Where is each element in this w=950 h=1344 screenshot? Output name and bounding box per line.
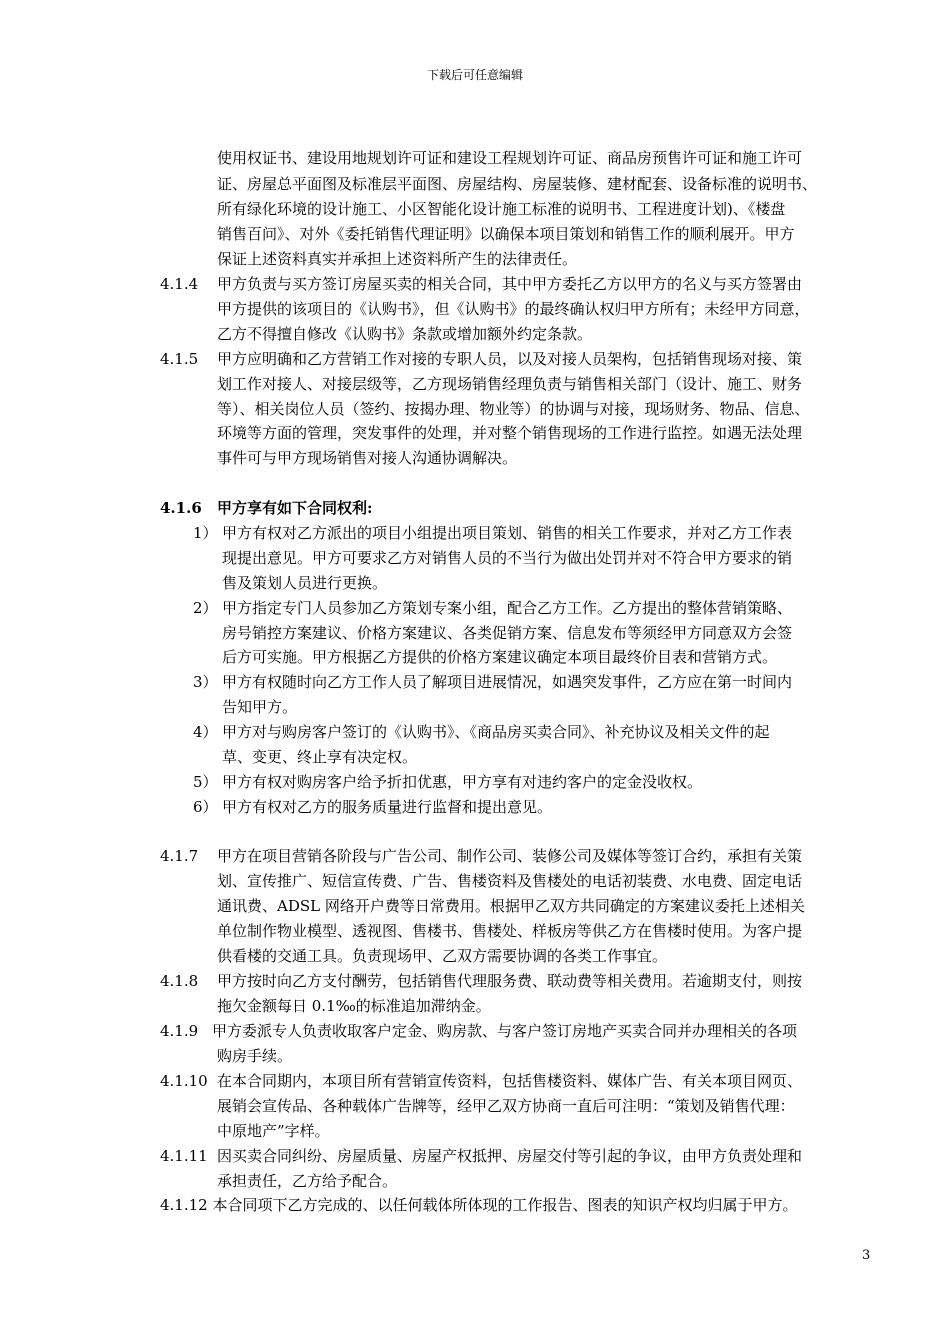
text-line: 单位制作物业模型、透视图、售楼书、售楼处、样板房等供乙方在售楼时使用。为客户提: [217, 922, 803, 940]
text-line: 销售百问》、对外《委托销售代理证明》以确保本项目策划和销售工作的顺利展开。甲方: [217, 225, 795, 243]
text-line: 所有绿化环境的设计施工、小区智能化设计施工标准的说明书、工程进度计划)、《楼盘: [217, 200, 786, 218]
clause-number: 4.1.11: [160, 1147, 208, 1165]
text-line: 展销会宣传品、各种载体广告牌等，经甲乙双方协商一直后可注明：“策划及销售代理：: [217, 1097, 795, 1115]
clause-number: 4.1.7: [160, 847, 199, 865]
clause-number: 4.1.9: [160, 1022, 199, 1040]
text-line: 现提出意见。甲方可要求乙方对销售人员的不当行为做出处罚并对不符合甲方要求的销: [222, 549, 793, 567]
text-line: 4.1.12 本合同项下乙方完成的、以任何载体所体现的工作报告、图表的知识产权均归属于甲方。: [160, 1196, 798, 1214]
text-line: 甲方负责与买方签订房屋买卖的相关合同，其中甲方委托乙方以甲方的名义与买方签署由: [217, 275, 803, 293]
list-item-number: 1）: [193, 524, 218, 542]
text-line: 甲方指定专门人员参加乙方策划专案小组，配合乙方工作。乙方提出的整体营销策略、: [222, 599, 793, 617]
text-line: 等）、相关岗位人员（签约、按揭办理、物业等）的协调与对接，现场财务、物品、信息、: [217, 400, 810, 418]
text-line: 甲方有权对乙方派出的项目小组提出项目策划、销售的相关工作要求，并对乙方工作表: [222, 524, 793, 542]
clause-number: 4.1.4: [160, 275, 199, 293]
text-line: 通讯费、ADSL 网络开户费等日常费用。根据甲乙双方共同确定的方案建议委托上述相关: [217, 897, 805, 915]
text-line: 甲方在项目营销各阶段与广告公司、制作公司、装修公司及媒体等签订合约，承担有关策: [217, 847, 803, 865]
clause-number: 4.1.8: [160, 972, 199, 990]
text-line: 划、宣传推广、短信宣传费、广告、售楼资料及售楼处的电话初装费、水电费、固定电话: [217, 872, 803, 890]
text-line: 划工作对接人、对接层级等，乙方现场销售经理负责与销售相关部门（设计、施工、财务: [217, 375, 803, 393]
page-header: 下载后可任意编辑: [426, 68, 523, 82]
text-line: 事件可与甲方现场销售对接人沟通协调解决。: [217, 449, 518, 467]
text-line: 拖欠金额每日 0.1‰的标准追加滞纳金。: [217, 997, 491, 1015]
list-item-number: 4）: [193, 723, 218, 741]
clause-number: 4.1.5: [160, 350, 199, 368]
text-line: 保证上述资料真实并承担上述资料所产生的法律责任。: [217, 250, 578, 268]
text-line: 后方可实施。甲方根据乙方提供的价格方案建议确定本项目最终价目表和营销方式。: [222, 648, 778, 666]
text-line: 房号销控方案建议、价格方案建议、各类促销方案、信息发布等须经甲方同意双方会签: [222, 624, 793, 642]
list-item-number: 5）: [193, 773, 218, 791]
text-line: 中原地产”字样。: [217, 1122, 330, 1140]
list-item-number: 3）: [193, 673, 218, 691]
text-line: 甲方委派专人负责收取客户定金、购房款、与客户签订房地产买卖合同并办理相关的各项: [212, 1022, 798, 1040]
text-line: 甲方有权对购房客户给予折扣优惠，甲方享有对违约客户的定金没收权。: [222, 773, 703, 791]
text-line: 售及策划人员进行更换。: [222, 574, 388, 592]
text-line: 告知甲方。: [222, 698, 298, 716]
text-line: 证、房屋总平面图及标准层平面图、房屋结构、房屋装修、建材配套、设备标准的说明书、: [217, 175, 818, 193]
list-item-number: 6）: [193, 798, 218, 816]
text-line: 甲方有权随时向乙方工作人员了解项目进展情况，如遇突发事件，乙方应在第一时间内: [222, 673, 793, 691]
text-line: 因买卖合同纠纷、房屋质量、房屋产权抵押、房屋交付等引起的争议，由甲方负责处理和: [217, 1147, 803, 1165]
text-line: 甲方对与购房客户签订的《认购书》、《商品房买卖合同》、补充协议及相关文件的起: [222, 723, 770, 741]
text-line: 甲方按时向乙方支付酬劳，包括销售代理服务费、联动费等相关费用。若逾期支付，则按: [217, 972, 803, 990]
clause-number: 4.1.10: [160, 1072, 208, 1090]
text-line: 环境等方面的管理，突发事件的处理，并对整个销售现场的工作进行监控。如遇无法处理: [217, 424, 803, 442]
clause-title: 甲方享有如下合同权利:: [217, 499, 373, 517]
text-line: 在本合同期内，本项目所有营销宣传资料，包括售楼资料、媒体广告、有关本项目网页、: [217, 1072, 803, 1090]
clause-number: 4.1.6: [160, 499, 202, 517]
text-line: 乙方不得擅自修改《认购书》条款或增加额外约定条款。: [217, 325, 593, 343]
text-line: 承担责任，乙方给予配合。: [217, 1172, 398, 1190]
text-line: 甲方应明确和乙方营销工作对接的专职人员，以及对接人员架构，包括销售现场对接、策: [217, 350, 803, 368]
list-item-number: 2）: [193, 599, 218, 617]
text-line: 使用权证书、建设用地规划许可证和建设工程规划许可证、商品房预售许可证和施工许可: [217, 149, 803, 167]
text-line: 草、变更、终止享有决定权。: [222, 748, 418, 766]
text-line: 甲方有权对乙方的服务质量进行监督和提出意见。: [222, 798, 553, 816]
text-line: 甲方提供的该项目的《认购书》，但《认购书》的最终确认权归甲方所有；未经甲方同意，: [217, 300, 810, 318]
text-line: 购房手续。: [217, 1047, 293, 1065]
page-number: 3: [862, 1248, 871, 1263]
text-line: 供看楼的交通工具。负责现场甲、乙双方需要协调的各类工作事宜。: [217, 947, 668, 965]
